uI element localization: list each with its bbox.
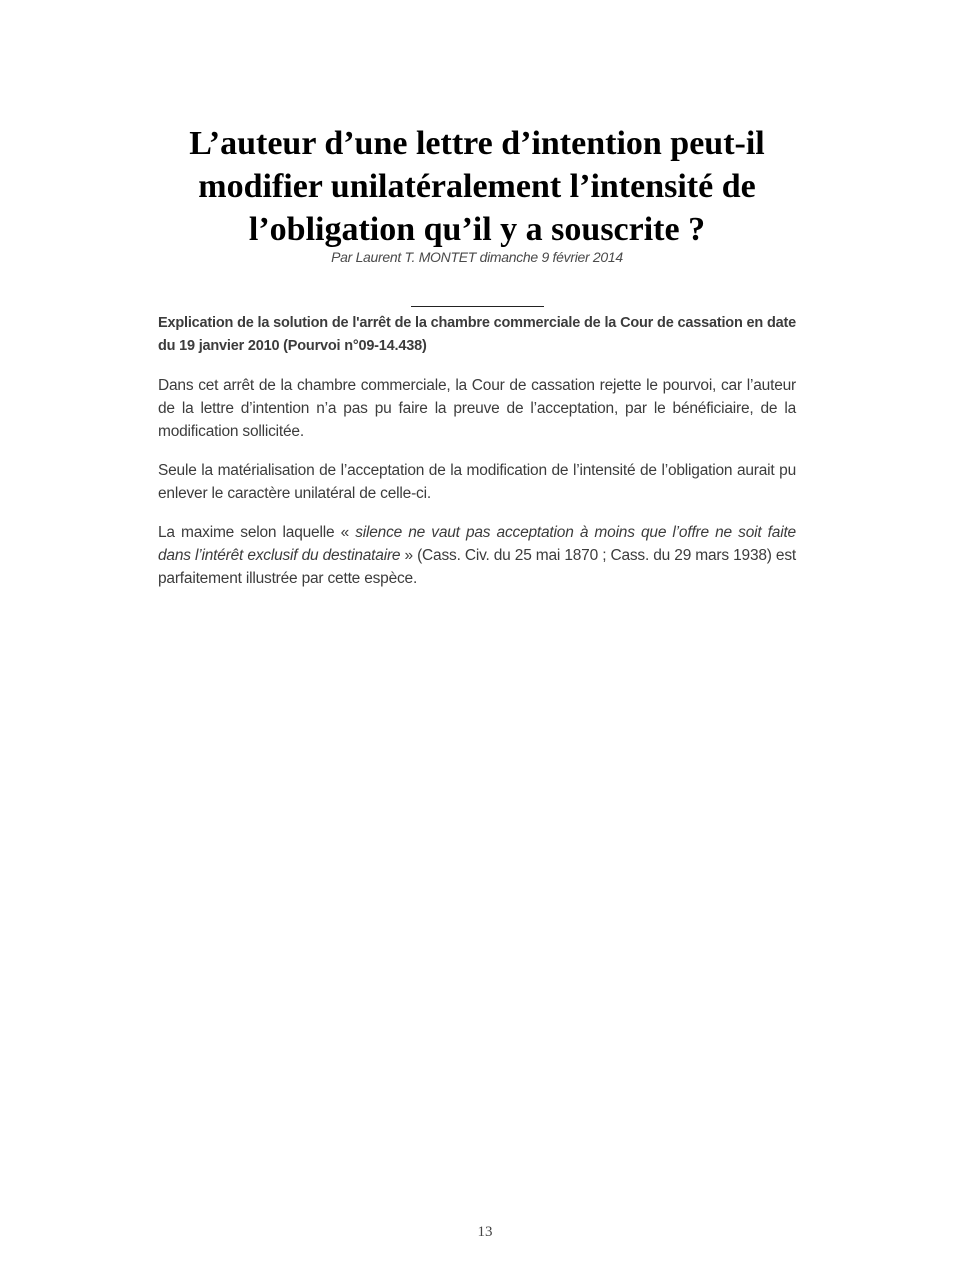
body-paragraph-3: [158, 521, 796, 590]
separator-rule: [411, 306, 544, 307]
article-byline: Par Laurent T. MONTET dimanche 9 février 2014: [331, 249, 623, 265]
article-body: [158, 312, 796, 606]
page-number: 13: [477, 1224, 493, 1240]
body-paragraph-1: Dans cet arrêt de la chambre commerciale, la Cour de cassation rejette le pourvoi, car l’auteur de la lettre d’intention n’a pas pu faire la preuve de l’acceptation, par le bénéficiaire, de la modification sollicitée.: [158, 377, 796, 440]
paragraph-3-citation: » (Cass. Civ. du 25 mai 1870 ; Cass. du 29 mars 1938) est parfaitement illustrée par cette espèce.: [158, 547, 796, 587]
article-title: L’auteur d’une lettre d’intention peut-il modifier unilatéralement l’intensité de l’obligation qu’il y a souscrite ?: [189, 125, 765, 248]
body-paragraph-2: Seule la matérialisation de l’acceptation de la modification de l’intensité de l’obligation aurait pu enlever le caractère unilatéral de celle-ci.: [158, 462, 796, 502]
maxim-quote: silence ne vaut pas acceptation à moins que l’offre ne soit faite dans l’intérêt exclusif du destinataire: [158, 524, 796, 564]
lead-paragraph: Explication de la solution de l'arrêt de la chambre commerciale de la Cour de cassation en date du 19 janvier 2010 (Pourvoi n°09-14.438): [158, 315, 796, 354]
paragraph-3-intro: La maxime selon laquelle «: [158, 524, 356, 541]
